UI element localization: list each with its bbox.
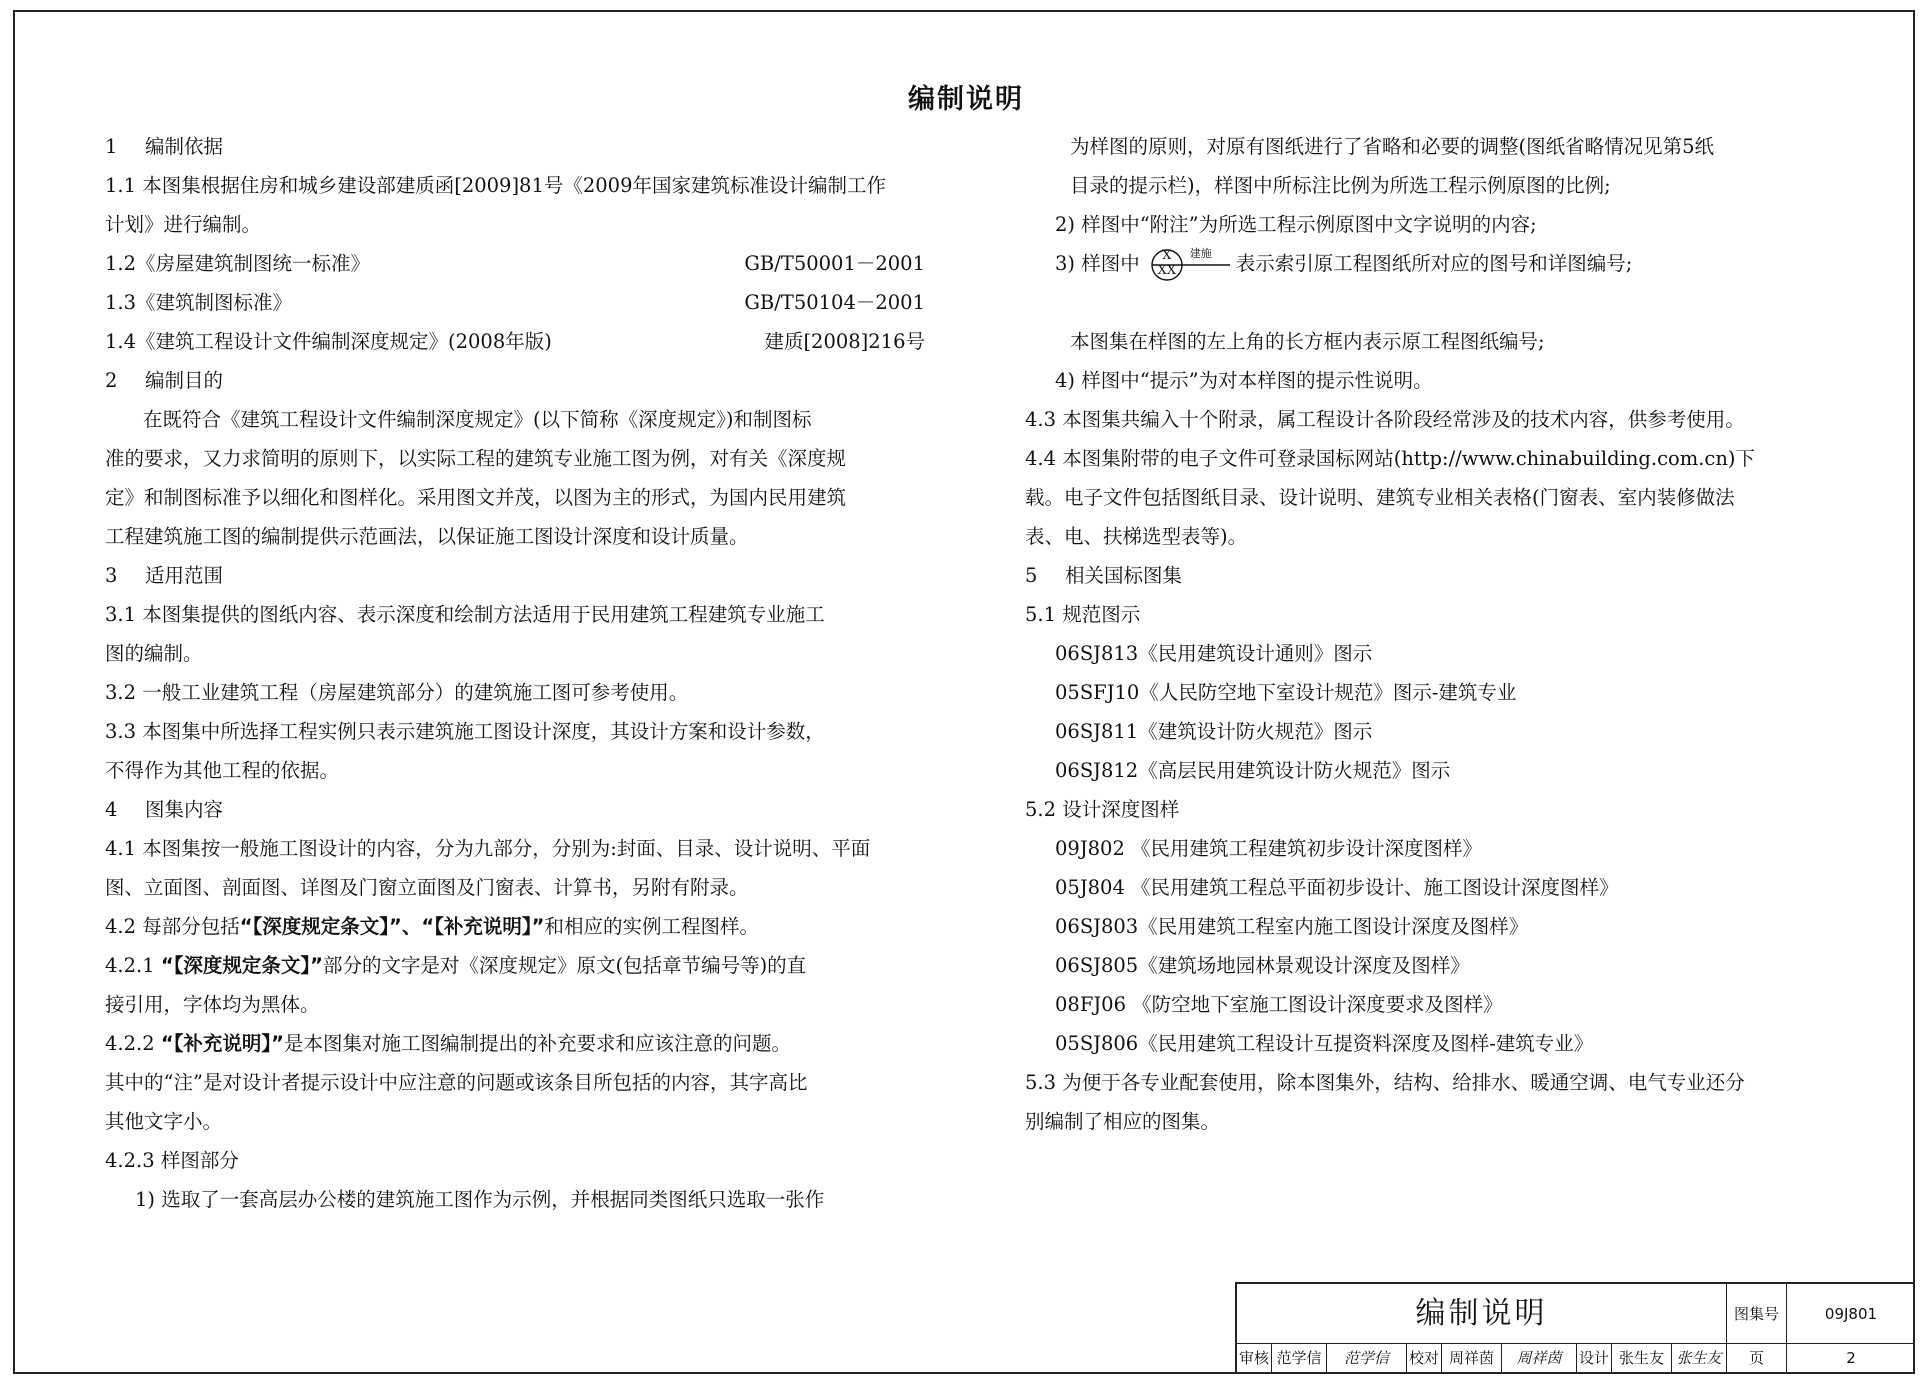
text-line [1025, 400, 1835, 439]
text-line [105, 1180, 925, 1219]
line-text: 载。电子文件包括图纸目录、设计说明、建筑专业相关表格(门窗表、室内装修做法 [1025, 486, 1735, 509]
text-line [1025, 517, 1835, 556]
design-label: 设计 [1577, 1344, 1612, 1374]
text-line [1025, 127, 1835, 166]
line-text: 图的编制。 [105, 642, 203, 665]
section-title: 相关国标图集 [1065, 564, 1183, 587]
text-line [105, 166, 925, 205]
text-line [105, 751, 925, 790]
line-text: 06SJ813《民用建筑设计通则》图示 [1055, 642, 1373, 665]
text-line [105, 439, 925, 478]
line-text: 别编制了相应的图集。 [1025, 1110, 1221, 1133]
text-line [1025, 634, 1835, 673]
line-text: 4.2 每部分包括 [105, 915, 240, 938]
line-text: 准的要求，又力求简明的原则下，以实际工程的建筑专业施工图为例，对有关《深度规 [105, 447, 847, 470]
line-text: 5.2 设计深度图样 [1025, 798, 1180, 821]
text-line [1025, 946, 1835, 985]
line-text: 在既符合《建筑工程设计文件编制深度规定》(以下简称《深度规定》)和制图标 [143, 408, 812, 431]
standard-title: 1.2《房屋建筑制图统一标准》 [105, 252, 371, 275]
line-text: 本图集在样图的左上角的长方框内表示原工程图纸编号; [1070, 330, 1545, 353]
text-line [1025, 751, 1835, 790]
line-text: 是本图集对施工图编制提出的补充要求和应该注意的问题。 [283, 1032, 791, 1055]
blank-line [1025, 283, 1835, 322]
text-line [105, 244, 925, 283]
mixed-line [105, 946, 925, 985]
page-number: 2 [1846, 1349, 1856, 1367]
text-line [105, 322, 925, 361]
section-title: 图集内容 [145, 798, 224, 821]
text-line [105, 478, 925, 517]
line-text: 5.3 为便于各专业配套使用，除本图集外，结构、给排水、暖通空调、电气专业还分 [1025, 1071, 1745, 1094]
text-line [105, 985, 925, 1024]
mixed-line [105, 1024, 925, 1063]
standard-code: 建质[2008]216号 [764, 330, 925, 353]
text-line [105, 946, 925, 985]
section-heading [105, 790, 925, 829]
line-text: 1.1 本图集根据住房和城乡建设部建质函[2009]81号《2009年国家建筑标准设计编制工作 [105, 174, 886, 197]
symbol-line [1055, 244, 1835, 283]
line-text: 计划》进行编制。 [105, 213, 262, 236]
text-line [1025, 673, 1835, 712]
section-heading [105, 361, 925, 400]
section-heading-text [105, 127, 925, 166]
text-line [1025, 205, 1835, 244]
line-text: 目录的提示栏)，样图中所标注比例为所选工程示例原图的比例; [1070, 174, 1611, 197]
text-line [105, 712, 925, 751]
text-line [1025, 244, 1835, 283]
section-number: 5 [1025, 564, 1038, 587]
line-text: 3.3 本图集中所选择工程实例只表示建筑施工图设计深度，其设计方案和设计参数， [105, 720, 825, 743]
section-heading-text [105, 556, 925, 595]
section-title: 编制目的 [145, 369, 224, 392]
text-line [105, 1141, 925, 1180]
standard-code: GB/T50001－2001 [744, 252, 925, 275]
line-text: 3) 样图中 [1055, 252, 1140, 275]
text-line [1025, 907, 1835, 946]
standard-title: 1.3《建筑制图标准》 [105, 291, 293, 314]
section-number: 3 [105, 564, 118, 587]
line-text: 定》和制图标准予以细化和图样化。采用图文并茂，以图为主的形式，为国内民用建筑 [105, 486, 847, 509]
line-text: 1) 选取了一套高层办公楼的建筑施工图作为示例，并根据同类图纸只选取一张作 [135, 1188, 825, 1211]
line-text: 05SJ806《民用建筑工程设计互提资料深度及图样-建筑专业》 [1055, 1032, 1594, 1055]
line-text: 3.1 本图集提供的图纸内容、表示深度和绘制方法适用于民用建筑工程建筑专业施工 [105, 603, 825, 626]
text-line [105, 1102, 925, 1141]
line-text: 4.2.3 样图部分 [105, 1149, 239, 1172]
text-line [105, 205, 925, 244]
left-column [105, 127, 925, 1219]
text-line [105, 283, 925, 322]
page-label: 页 [1727, 1344, 1787, 1374]
standard-code: GB/T50104－2001 [744, 291, 925, 314]
text-line [105, 634, 925, 673]
line-text: 接引用，字体均为黑体。 [105, 993, 320, 1016]
line-text: 和相应的实例工程图样。 [544, 915, 759, 938]
line-text: 工程建筑施工图的编制提供示范画法，以保证施工图设计深度和设计质量。 [105, 525, 749, 548]
review-label: 审核 [1237, 1344, 1272, 1374]
section-title: 适用范围 [145, 564, 224, 587]
line-text: 4.4 本图集附带的电子文件可登录国标网站(http://www.chinabuilding.com.cn)下 [1025, 447, 1756, 470]
section-heading-text [105, 790, 925, 829]
text-line [1025, 985, 1835, 1024]
index-symbol-icon [1144, 248, 1232, 282]
text-line [1025, 322, 1835, 361]
line-text: 为样图的原则，对原有图纸进行了省略和必要的调整(图纸省略情况见第5纸 [1070, 135, 1715, 158]
line-text: 不得作为其他工程的依据。 [105, 759, 340, 782]
text-line [1025, 868, 1835, 907]
atlas-label: 图集号 [1727, 1284, 1787, 1344]
designer-signature: 张生友 [1672, 1344, 1727, 1374]
checker-signature: 周祥茵 [1502, 1344, 1577, 1374]
section-heading [105, 556, 925, 595]
line-text: 06SJ811《建筑设计防火规范》图示 [1055, 720, 1373, 743]
text-line [1025, 1063, 1835, 1102]
index-symbol-top: X [1162, 247, 1172, 263]
text-line [105, 907, 925, 946]
bold-term: “【深度规定条文】”、“【补充说明】” [239, 915, 545, 938]
title-block-title: 编制说明 [1237, 1284, 1727, 1344]
atlas-number: 09J801 [1787, 1284, 1915, 1344]
section-title: 编制依据 [145, 135, 224, 158]
check-label: 校对 [1407, 1344, 1442, 1374]
text-line [105, 517, 925, 556]
text-line [105, 1024, 925, 1063]
section-number: 1 [105, 135, 118, 158]
line-text: 3.2 一般工业建筑工程（房屋建筑部分）的建筑施工图可参考使用。 [105, 681, 689, 704]
text-line [105, 829, 925, 868]
line-text: 4.3 本图集共编入十个附录，属工程设计各阶段经常涉及的技术内容，供参考使用。 [1025, 408, 1745, 431]
bold-term: “【补充说明】” [160, 1032, 284, 1055]
text-line [1025, 829, 1835, 868]
text-line [1025, 790, 1835, 829]
text-line [1025, 595, 1835, 634]
line-text: 部分的文字是对《深度规定》原文(包括章节编号等)的直 [322, 954, 807, 977]
line-text: 05J804 《民用建筑工程总平面初步设计、施工图设计深度图样》 [1055, 876, 1619, 899]
mixed-line [105, 907, 925, 946]
drawing-frame [13, 10, 1915, 1374]
section-heading [1025, 556, 1835, 595]
text-line [105, 595, 925, 634]
reviewer-name: 范学信 [1272, 1344, 1327, 1374]
line-text: 表示索引原工程图纸所对应的图号和详图编号; [1235, 252, 1633, 275]
title-block [1235, 1282, 1913, 1372]
text-line [105, 868, 925, 907]
text-line [1025, 712, 1835, 751]
text-line [1025, 361, 1835, 400]
line-text: 其中的“注”是对设计者提示设计中应注意的问题或该条目所包括的内容，其字高比 [105, 1071, 808, 1094]
line-text: 08FJ06 《防空地下室施工图设计深度要求及图样》 [1055, 993, 1503, 1016]
line-text: 2) 样图中“附注”为所选工程示例原图中文字说明的内容; [1055, 213, 1537, 236]
line-text: 06SJ812《高层民用建筑设计防火规范》图示 [1055, 759, 1451, 782]
bold-term: “【深度规定条文】” [160, 954, 323, 977]
section-number: 4 [105, 798, 118, 821]
text-line [1025, 1102, 1835, 1141]
line-text: 4) 样图中“提示”为对本样图的提示性说明。 [1055, 369, 1433, 392]
line-text: 4.1 本图集按一般施工图设计的内容，分为九部分，分别为:封面、目录、设计说明、平面 [105, 837, 871, 860]
text-line [105, 400, 925, 439]
index-symbol-bottom: XX [1157, 262, 1176, 278]
checker-name: 周祥茵 [1442, 1344, 1502, 1374]
section-heading-text [105, 361, 925, 400]
designer-name: 张生友 [1612, 1344, 1672, 1374]
line-text: 其他文字小。 [105, 1110, 223, 1133]
text-line [1025, 478, 1835, 517]
right-column [1025, 127, 1835, 1141]
line-text: 表、电、扶梯选型表等)。 [1025, 525, 1248, 548]
line-text: 4.2.2 [105, 1032, 161, 1055]
line-text: 05SFJ10《人民防空地下室设计规范》图示-建筑专业 [1055, 681, 1517, 704]
text-line [105, 1063, 925, 1102]
section-heading [105, 127, 925, 166]
standard-title: 1.4《建筑工程设计文件编制深度规定》(2008年版) [105, 330, 552, 353]
index-symbol-tag: 建施 [1189, 246, 1212, 260]
line-text: 09J802 《民用建筑工程建筑初步设计深度图样》 [1055, 837, 1483, 860]
line-text: 06SJ803《民用建筑工程室内施工图设计深度及图样》 [1055, 915, 1529, 938]
section-heading-text [1025, 556, 1835, 595]
reviewer-signature: 范学信 [1327, 1344, 1407, 1374]
line-text: 5.1 规范图示 [1025, 603, 1141, 626]
line-text: 4.2.1 [105, 954, 161, 977]
text-line [1025, 1024, 1835, 1063]
section-number: 2 [105, 369, 118, 392]
text-line [1025, 166, 1835, 205]
line-text: 06SJ805《建筑场地园林景观设计深度及图样》 [1055, 954, 1470, 977]
page-title: 编制说明 [908, 84, 1024, 115]
line-text: 图、立面图、剖面图、详图及门窗立面图及门窗表、计算书，另附有附录。 [105, 876, 749, 899]
text-line [105, 673, 925, 712]
text-line [1025, 439, 1835, 478]
